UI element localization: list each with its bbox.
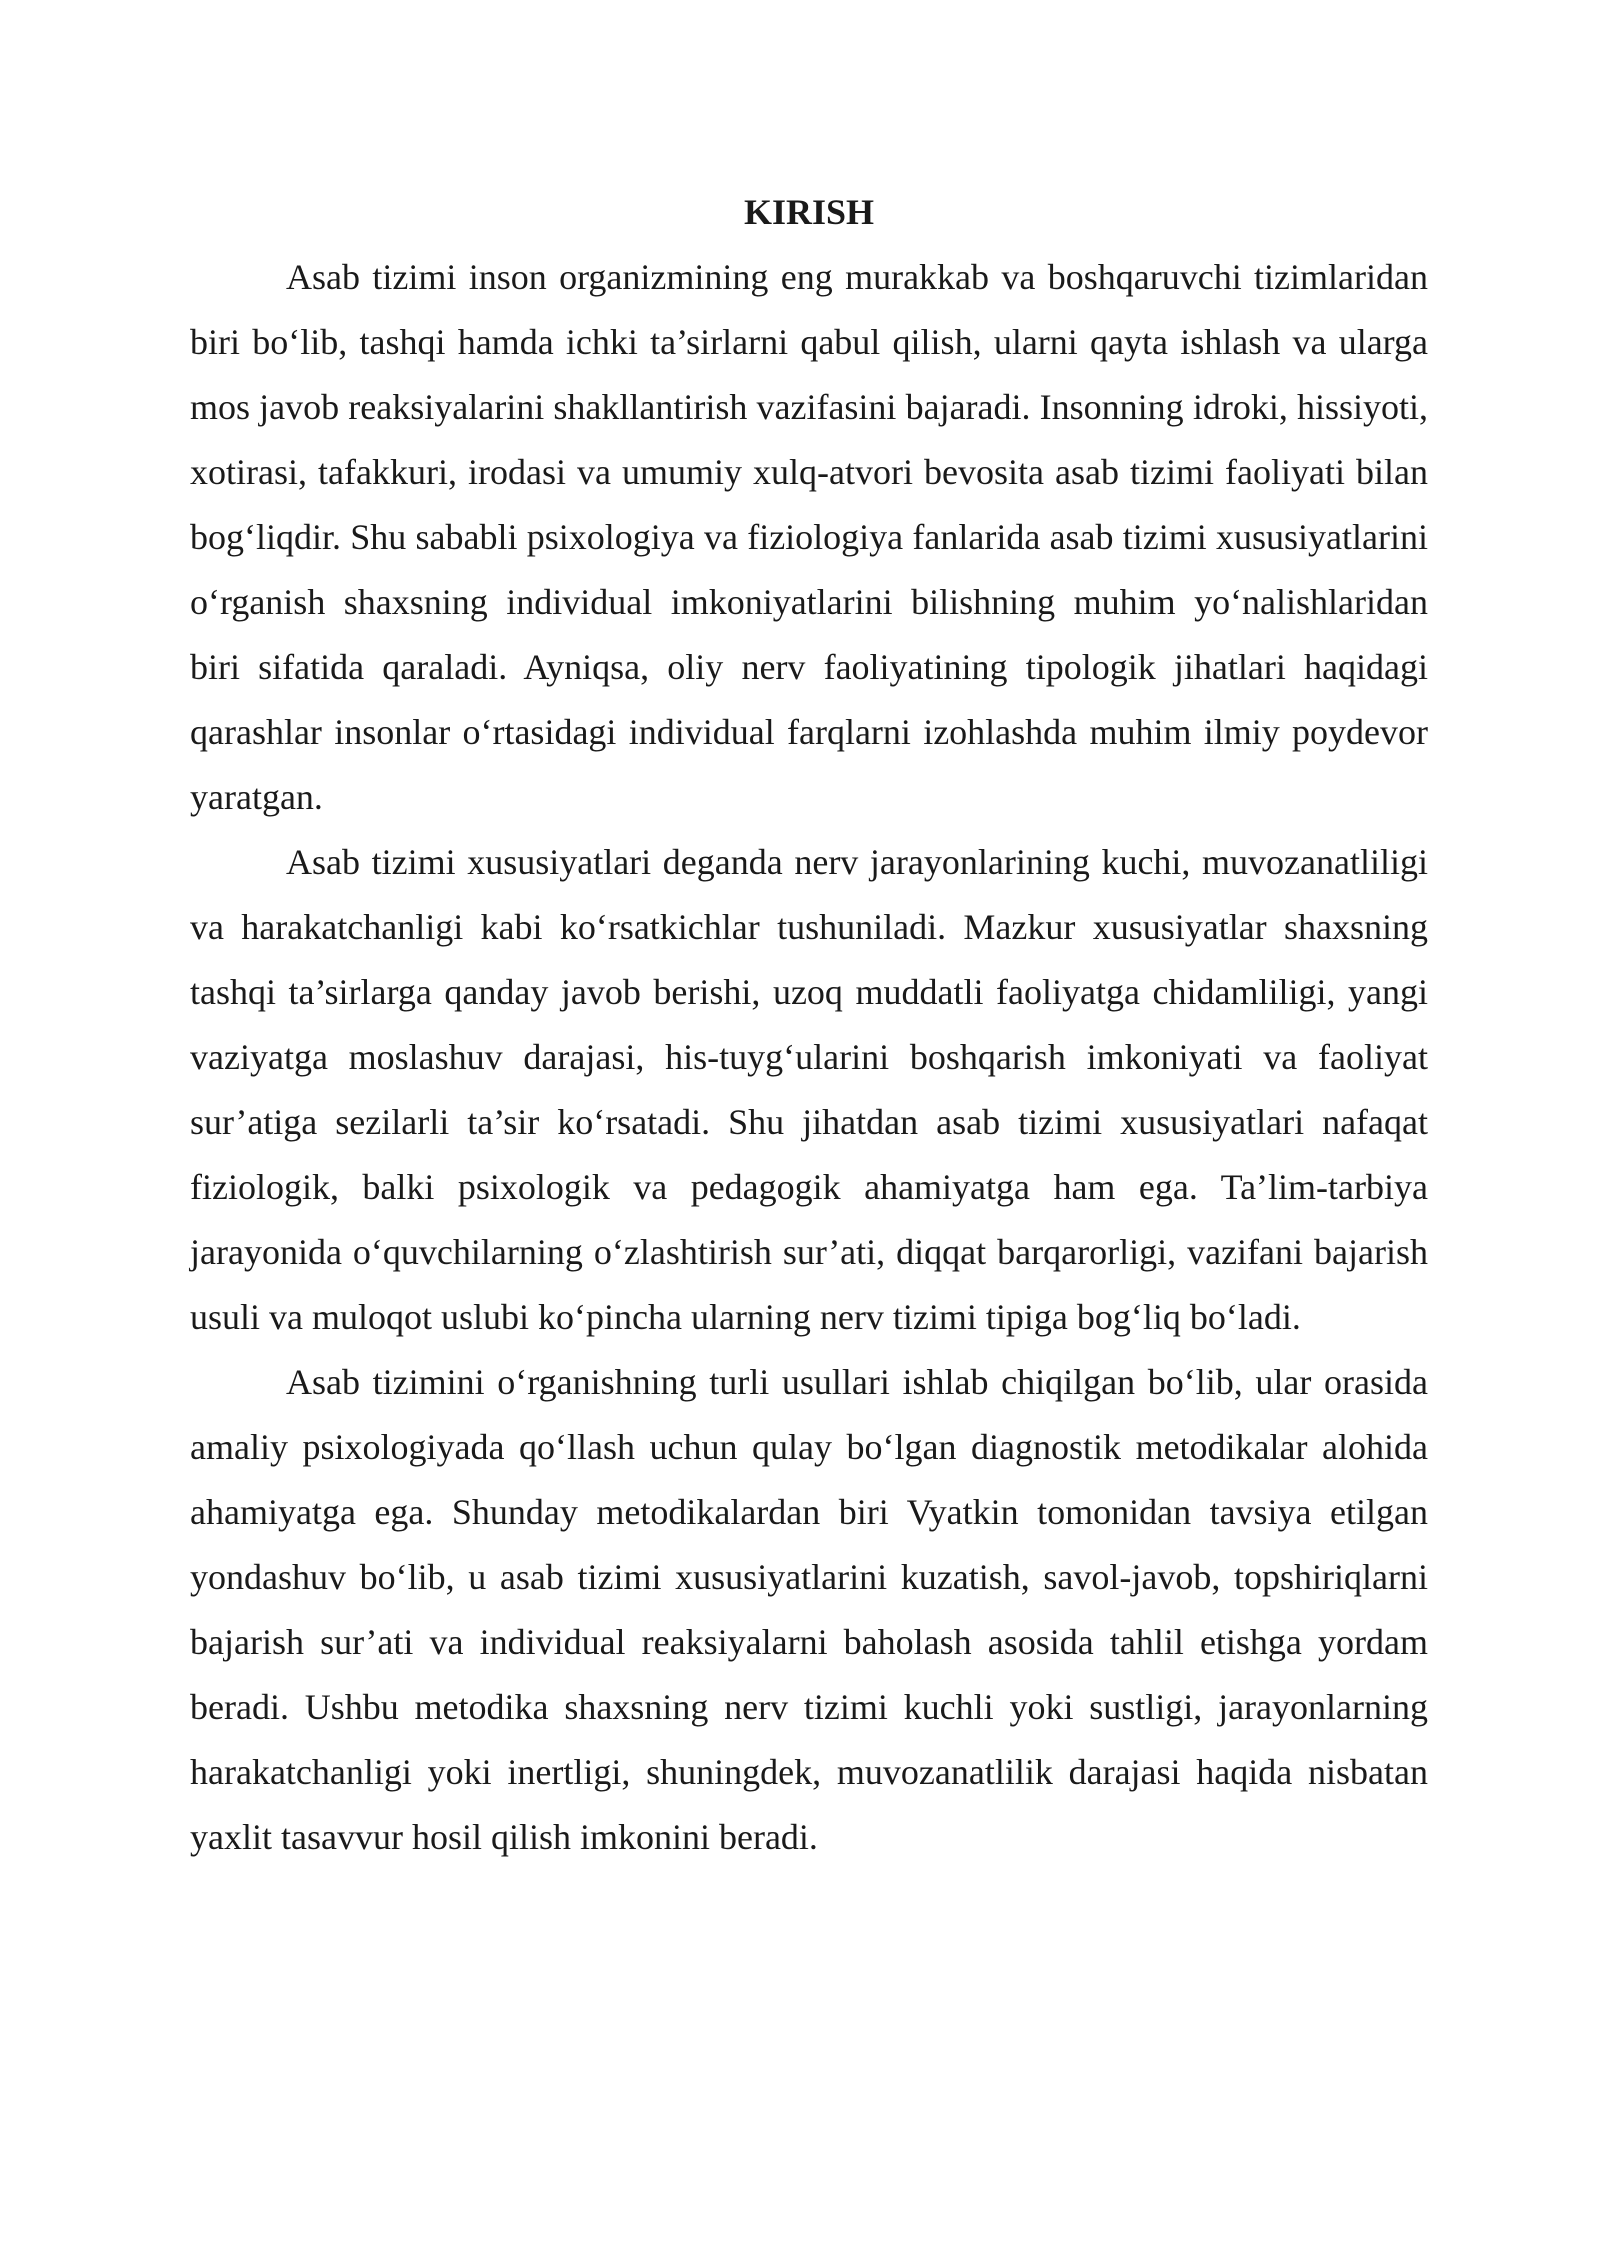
paragraph-1: Asab tizimi inson organizmining eng murakkab va boshqaruvchi tizimlaridan biri bo‘lib, tashqi hamda ichki ta’sirlarni qabul qilish, ularni qayta ishlash va ularga mos javob reaksiyalarini shakllantirish vazifasini bajaradi. Insonning idroki, hissiyoti, xotirasi, tafakkuri, irodasi va umumiy xulq-atvori bevosita asab tizimi faoliyati bilan bog‘liqdir. Shu sababli psixologiya va fiziologiya fanlarida asab tizimi xususiyatlarini o‘rganish shaxsning individual imkoniyatlarini bilishning muhim yo‘nalishlaridan biri sifatida qaraladi. Ayniqsa, oliy nerv faoliyatining tipologik jihatlari haqidagi qarashlar insonlar o‘rtasidagi individual farqlarni izohlashda muhim ilmiy poydevor yaratgan. [190, 257, 1428, 817]
section-heading: KIRISH [743, 192, 875, 232]
paragraph-3: Asab tizimini o‘rganishning turli usullari ishlab chiqilgan bo‘lib, ular orasida amaliy psixologiyada qo‘llash uchun qulay bo‘lgan diagnostik metodikalar alohida ahamiyatga ega. Shunday metodikalardan biri Vyatkin tomonidan tavsiya etilgan yondashuv bo‘lib, u asab tizimi xususiyatlarini kuzatish, savol-javob, topshiriqlarni bajarish sur’ati va individual reaksiyalarni baholash asosida tahlil etishga yordam beradi. Ushbu metodika shaxsning nerv tizimi kuchli yoki sustligi, jarayonlarning harakatchanligi yoki inertligi, shuningdek, muvozanatlilik darajasi haqida nisbatan yaxlit tasavvur hosil qilish imkonini beradi. [190, 1362, 1428, 1857]
document-page [190, 180, 1428, 1870]
paragraph-2: Asab tizimi xususiyatlari deganda nerv jarayonlarining kuchi, muvozanatliligi va harakatchanligi kabi ko‘rsatkichlar tushuniladi. Mazkur xususiyatlar shaxsning tashqi ta’sirlarga qanday javob berishi, uzoq muddatli faoliyatga chidamliligi, yangi vaziyatga moslashuv darajasi, his-tuyg‘ularini boshqarish imkoniyati va faoliyat sur’atiga sezilarli ta’sir ko‘rsatadi. Shu jihatdan asab tizimi xususiyatlari nafaqat fiziologik, balki psixologik va pedagogik ahamiyatga ham ega. Ta’lim-tarbiya jarayonida o‘quvchilarning o‘zlashtirish sur’ati, diqqat barqarorligi, vazifani bajarish usuli va muloqot uslubi ko‘pincha ularning nerv tizimi tipiga bog‘liq bo‘ladi. [190, 842, 1428, 1337]
